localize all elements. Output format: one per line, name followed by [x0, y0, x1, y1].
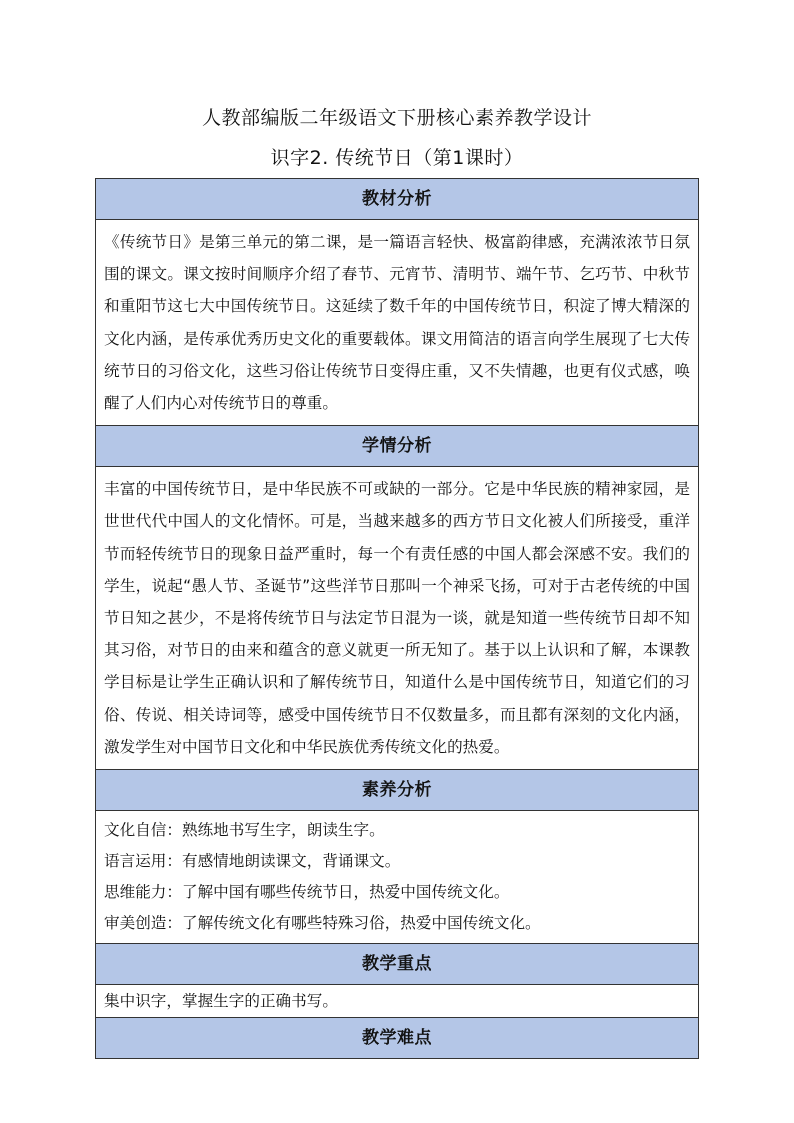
section-heading-literacy-analysis: 素养分析 [96, 770, 698, 811]
literacy-item-cultural-confidence: 文化自信：熟练地书写生字，朗读生字。 [104, 821, 385, 840]
section-heading-textbook-analysis: 教材分析 [96, 179, 698, 220]
document-title: 人教部编版二年级语文下册核心素养教学设计 [201, 107, 592, 129]
lesson-design-table [95, 178, 699, 1059]
literacy-item-thinking-ability: 思维能力：了解中国有哪些传统节日，热爱中国传统文化。 [104, 883, 510, 902]
section-body-literacy-analysis [96, 811, 698, 944]
literacy-item-language-use: 语言运用：有感情地朗读课文，背诵课文。 [104, 852, 401, 871]
section-heading-key-points: 教学重点 [96, 944, 698, 985]
section-body-textbook-analysis: 《传统节日》是第三单元的第二课，是一篇语言轻快、极富韵律感，充满浓浓节日氛围的课文。课文按时间顺序介绍了春节、元宵节、清明节、端午节、乞巧节、中秋节和重阳节这七大中国传统节日。这延续了数千年的中国传统节日，积淀了博大精深的文化内涵，是传承优秀历史文化的重要载体。课文用简洁的语言向学生展现了七大传统节日的习俗文化，这些习俗让传统节日变得庄重，又不失情趣，也更有仪式感，唤醒了人们内心对传统节日的尊重。 [96, 220, 698, 426]
section-body-key-points: 集中识字，掌握生字的正确书写。 [96, 985, 698, 1018]
literacy-item-aesthetic-creation: 审美创造：了解传统文化有哪些特殊习俗，热爱中国传统文化。 [104, 914, 541, 933]
section-heading-difficulties: 教学难点 [96, 1018, 698, 1058]
document-subtitle: 识字2. 传统节日（第1课时） [270, 147, 524, 169]
section-heading-student-analysis: 学情分析 [96, 426, 698, 467]
section-body-student-analysis: 丰富的中国传统节日，是中华民族不可或缺的一部分。它是中华民族的精神家园，是世世代代中国人的文化情怀。可是，当越来越多的西方节日文化被人们所接受，重洋节而轻传统节日的现象日益严重时，每一个有责任感的中国人都会深感不安。我们的学生，说起“愚人节、圣诞节”这些洋节日那叫一个神采飞扬，可对于古老传统的中国节日知之甚少，不是将传统节日与法定节日混为一谈，就是知道一些传统节日却不知其习俗，对节日的由来和蕴含的意义就更一所无知了。基于以上认识和了解，本课教学目标是让学生正确认识和了解传统节日，知道什么是中国传统节日，知道它们的习俗、传说、相关诗词等，感受中国传统节日不仅数量多，而且都有深刻的文化内涵，激发学生对中国节日文化和中华民族优秀传统文化的热爱。 [96, 467, 698, 770]
